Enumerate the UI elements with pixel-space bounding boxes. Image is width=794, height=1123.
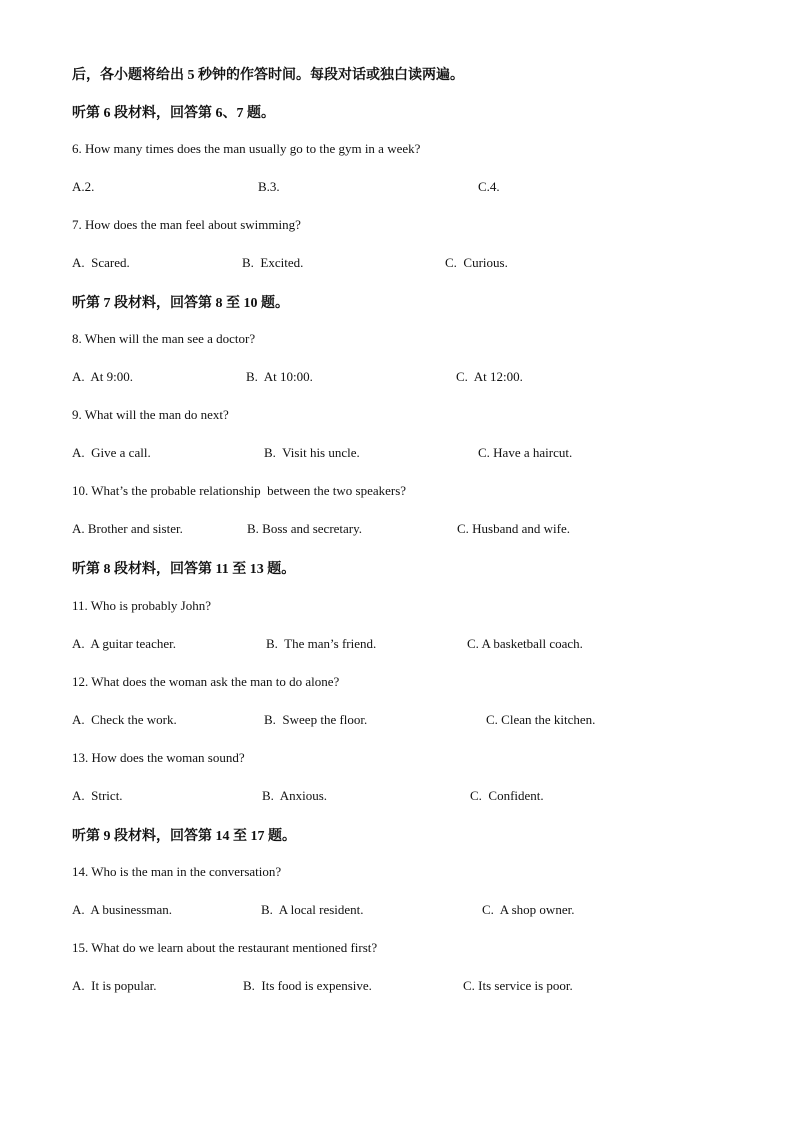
option-a: A. Check the work. [72,712,177,727]
question-text: 11. Who is probably John? [72,598,212,613]
option-a: A. At 9:00. [72,369,134,384]
option-b: B. Anxious. [262,788,328,803]
option-a: A. A businessman. [72,902,173,917]
option-b: B. At 10:00. [246,369,313,384]
option-c: C. Husband and wife. [457,521,571,536]
option-a: A. Brother and sister. [72,521,183,536]
section-heading: 听第 6 段材料，回答第 6、7 题。 [72,106,275,121]
option-a: A. A guitar teacher. [72,636,176,651]
question-text: 12. What does the woman ask the man to do alone? [72,674,340,689]
question-text: 9. What will the man do next? [72,407,229,422]
option-a: A. Scared. [72,255,130,270]
option-c: C. At 12:00. [456,369,523,384]
question-text: 7. How does the man feel about swimming? [72,217,301,232]
question-text: 6. How many times does the man usually go to the gym in a week? [72,141,421,156]
question-text: 10. What’s the probable relationship between the two speakers? [72,483,407,498]
question-text: 14. Who is the man in the conversation? [72,864,282,879]
option-b: B. Excited. [242,255,304,270]
option-c: C.4. [478,179,500,194]
option-b: B. Visit his uncle. [264,445,360,460]
section-heading: 听第 8 段材料，回答第 11 至 13 题。 [72,562,296,577]
option-b: B. A local resident. [261,902,364,917]
option-b: B.3. [258,179,280,194]
question-text: 15. What do we learn about the restaurant mentioned first? [72,940,378,955]
intro-text: 后，各小题将给出 5 秒钟的作答时间。每段对话或独白读两遍。 [72,68,464,83]
option-c: C. Confident. [470,788,544,803]
option-c: C. A basketball coach. [467,636,583,651]
option-c: C. A shop owner. [482,902,575,917]
section-heading: 听第 9 段材料，回答第 14 至 17 题。 [72,829,296,844]
option-a: A. It is popular. [72,978,157,993]
option-a: A. Strict. [72,788,123,803]
option-a: A.2. [72,179,95,194]
option-c: C. Have a haircut. [478,445,573,460]
option-c: C. Curious. [445,255,508,270]
section-heading: 听第 7 段材料，回答第 8 至 10 题。 [72,296,289,311]
option-b: B. The man’s friend. [266,636,377,651]
option-b: B. Sweep the floor. [264,712,368,727]
question-text: 8. When will the man see a doctor? [72,331,256,346]
option-c: C. Clean the kitchen. [486,712,596,727]
option-c: C. Its service is poor. [463,978,573,993]
question-text: 13. How does the woman sound? [72,750,245,765]
option-b: B. Its food is expensive. [243,978,372,993]
option-a: A. Give a call. [72,445,151,460]
option-b: B. Boss and secretary. [247,521,363,536]
